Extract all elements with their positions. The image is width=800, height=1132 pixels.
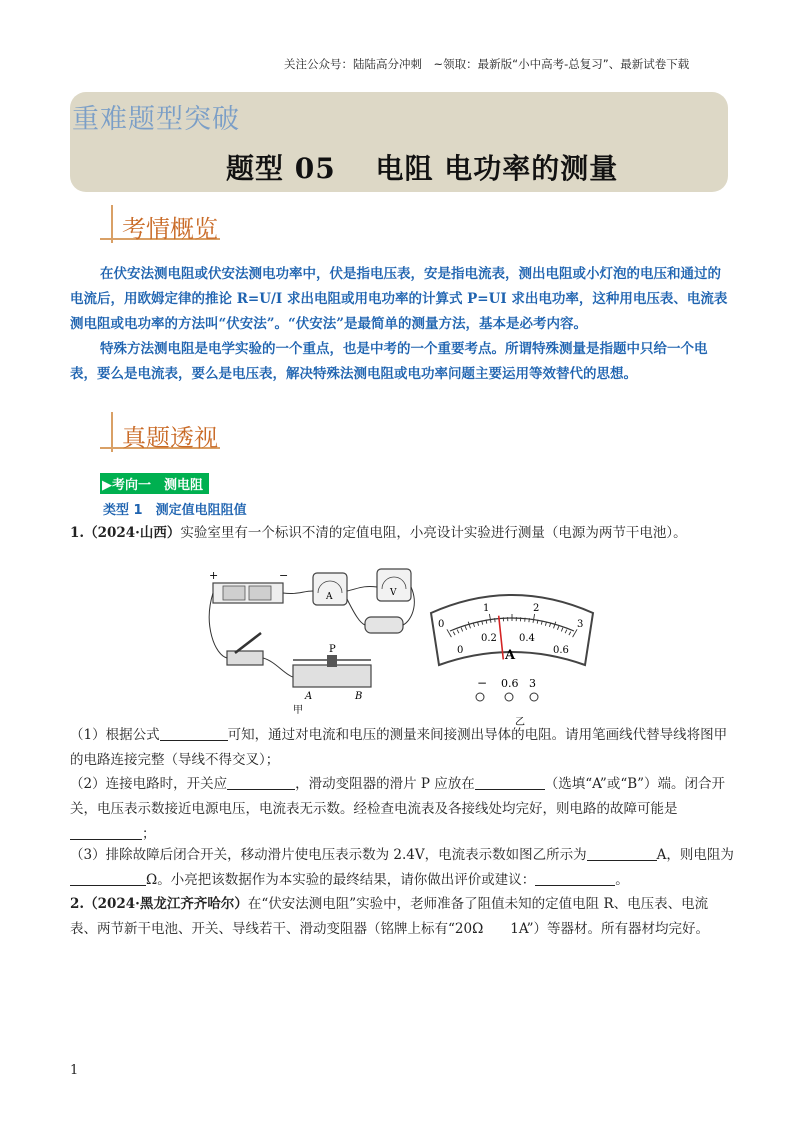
q1-part1-text-a: （1）根据公式 <box>70 727 160 743</box>
switch-base <box>227 651 263 665</box>
dial-tick <box>495 618 496 622</box>
banner-subtitle: 重难题型突破 <box>72 104 240 135</box>
battery-minus-label: − <box>279 569 289 582</box>
q1-blank-fault[interactable] <box>70 825 142 840</box>
q1-blank-resistance[interactable] <box>70 871 146 886</box>
wire <box>263 658 293 677</box>
q1-part2-text-b: ，滑动变阻器的滑片 P 应放在 <box>295 776 475 792</box>
q1-part3-text-c: Ω。小亮把该数据作为本实验的最终结果，请你做出评价或建议： <box>146 872 536 888</box>
dial-tick <box>529 618 530 622</box>
section-title-real: 真题透视 <box>122 424 218 452</box>
q1-part3-text-d: 。 <box>615 872 629 888</box>
q1-blank-slider-end[interactable] <box>475 775 545 790</box>
q1-part3-text-b: A，则电阻为 <box>656 847 734 863</box>
fig-jia-label: 甲 <box>293 705 303 715</box>
q1-part3 <box>70 843 734 893</box>
q1-number: 1. <box>70 525 85 541</box>
q1-part1-text-b: 可知，通过对电流和电压的测量来间接测出导体的电阻。请用笔画线代替导线将图甲的电路连接完整（导线不得交叉）； <box>70 727 728 768</box>
rheostat <box>293 665 371 687</box>
q1-stem <box>70 521 734 546</box>
lower-scale-0.4: 0.4 <box>519 633 535 644</box>
lower-scale-0: 0 <box>457 645 464 656</box>
q1-blank-formula[interactable] <box>160 726 228 741</box>
lower-scale-0.2: 0.2 <box>481 633 497 644</box>
q1-blank-current[interactable] <box>587 846 657 861</box>
slider-p-label: P <box>329 644 336 655</box>
ammeter-label: A <box>326 592 333 602</box>
switch-blade <box>235 633 261 653</box>
terminal-post <box>505 693 513 701</box>
q1-stem-text: 实验室里有一个标识不清的定值电阻，小亮设计实验进行测量（电源为两节干电池）。 <box>180 525 687 541</box>
page-title: 题型 05 电阻 电功率的测量 <box>226 152 619 185</box>
fixed-resistor <box>365 617 403 633</box>
ammeter-reading-figure <box>425 583 600 733</box>
upper-scale-0: 0 <box>438 619 445 630</box>
type-title: 类型 1 测定值电阻阻值 <box>103 503 247 518</box>
q2-source: （2024·黑龙江齐齐哈尔） <box>84 896 248 912</box>
rheostat-slider <box>327 655 337 667</box>
wire <box>347 586 377 591</box>
direction-tag: ▶考向一 测电阻 <box>100 473 209 494</box>
upper-scale-2: 2 <box>533 603 540 614</box>
q1-part2-text-c: （选填“A”或“B”）端。闭合开关，电压表示数接近电源电压，电流表无示数。经检查电流表及各接线处均完好，则电路的故障可能是 <box>70 776 726 817</box>
wire <box>347 599 365 625</box>
fig-yi-label: 乙 <box>515 717 525 728</box>
terminal-0.6: 0.6 <box>501 677 519 690</box>
battery-cell <box>223 586 245 600</box>
voltmeter-label: V <box>390 588 397 598</box>
q1-part2-text-d: ； <box>142 826 156 842</box>
section-title-overview: 考情概览 <box>122 215 218 243</box>
q2-number: 2. <box>70 896 85 912</box>
q2-stem <box>70 892 734 942</box>
dial-unit: A <box>505 648 516 663</box>
terminal-a-label: A <box>305 691 313 702</box>
overview-paragraph-2: 特殊方法测电阻是电学实验的一个重点，也是中考的一个重要考点。所谓特殊测量是指题中只给一个电表，要么是电流表，要么是电压表，解决特殊法测电阻或电功率问题主要运用等效替代的思想。 <box>70 341 708 382</box>
q2-stem-text: 在“伏安法测电阻”实验中，老师准备了阻值未知的定值电阻 R、电压表、电流表、两节新干电池、开关、导线若干、滑动变阻器（铭牌上标有“20Ω 1A”）等器材。所有器材均完好。 <box>70 896 710 937</box>
wire <box>283 591 313 594</box>
terminal-post <box>476 693 484 701</box>
upper-scale-3: 3 <box>577 619 584 630</box>
section-deco-line <box>111 412 113 452</box>
q1-blank-switch-state[interactable] <box>227 775 295 790</box>
terminal-post <box>530 693 538 701</box>
upper-scale-1: 1 <box>483 603 490 614</box>
q1-blank-evaluation[interactable] <box>535 871 615 886</box>
battery-plus-label: + <box>209 569 219 582</box>
q1-source: （2024·山西） <box>84 525 181 541</box>
terminal-minus: − <box>477 676 488 690</box>
battery-cell <box>249 586 271 600</box>
terminal-b-label: B <box>355 691 363 702</box>
circuit-figure <box>205 565 420 715</box>
terminal-3: 3 <box>529 677 536 690</box>
q1-part2-text-a: （2）连接电路时，开关应 <box>70 776 228 792</box>
lower-scale-0.6: 0.6 <box>553 645 569 656</box>
page-number: 1 <box>70 1063 79 1078</box>
q1-part2 <box>70 772 734 847</box>
q1-part3-text-a: （3）排除故障后闭合开关，移动滑片使电压表示数为 2.4V，电流表示数如图乙所示为 <box>70 847 587 863</box>
overview-paragraph-1: 在伏安法测电阻或伏安法测电功率中，伏是指电压表，安是指电流表，测出电阻或小灯泡的电压和通过的电流后，用欧姆定律的推论 R=U/I 求出电阻或用电功率的计算式 P=UI 求出电功率，这种用电压表、电流表测电阻或电功率的方法叫“伏安法”。“伏安法”是最简单的测量方法，基本是必考内容。 <box>70 266 728 332</box>
header-note: 关注公众号：陆陆高分冲刺 ~领取：最新版“小中高考-总复习”、最新试卷下载 <box>284 57 690 71</box>
q1-part1 <box>70 723 734 773</box>
